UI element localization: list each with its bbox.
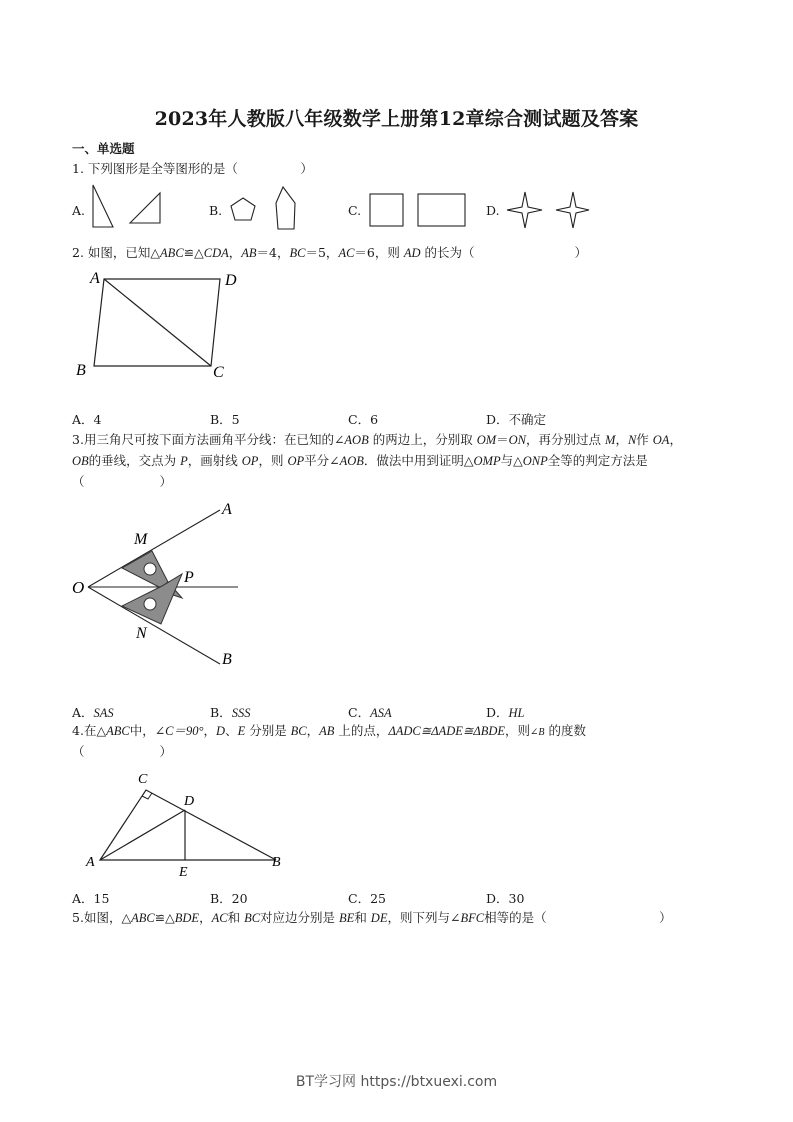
text: ，再分别过点 xyxy=(526,432,606,447)
var: OB xyxy=(72,454,89,468)
label-a: A xyxy=(90,270,100,287)
prefix: D． xyxy=(486,705,509,720)
label-o: O xyxy=(72,578,85,597)
text: 的两边上，分别取 xyxy=(368,432,477,447)
var: OA xyxy=(652,433,670,447)
text: ＝6，则 xyxy=(354,245,404,260)
option-4d[interactable]: D．30 xyxy=(486,891,525,906)
question-3-answer-blank: （ ） xyxy=(72,474,173,489)
text: 的垂线，交点为 xyxy=(88,453,181,468)
text: 对应边分别是 xyxy=(260,910,340,925)
text: 和 xyxy=(354,910,371,925)
text: ， xyxy=(615,432,628,447)
text: 的长为（ ） xyxy=(420,245,588,260)
two-right-triangles-figure xyxy=(90,183,170,228)
label-b: B xyxy=(272,855,281,870)
question-number: 1. xyxy=(72,161,84,176)
option-1a-label[interactable]: A. xyxy=(72,203,86,218)
var: △ABC xyxy=(96,724,130,738)
question-4-line-1 xyxy=(72,721,586,743)
text: ，画射线 xyxy=(187,453,242,468)
var: AC xyxy=(338,246,355,260)
text: 用三角尺可按下面方法画角平分线：在已知的∠ xyxy=(83,432,345,447)
value: SSS xyxy=(231,706,251,720)
var: P xyxy=(180,454,188,468)
text: ≌△ xyxy=(154,910,175,925)
question-1 xyxy=(72,159,313,179)
var: BFC xyxy=(460,911,485,925)
text: 平分∠ xyxy=(304,453,340,468)
question-3-line-1 xyxy=(72,430,682,450)
label-b: B xyxy=(76,362,86,379)
text: ，则 xyxy=(505,723,531,738)
label-p: P xyxy=(184,569,194,586)
var: ABC xyxy=(131,911,155,925)
text: ， xyxy=(306,723,320,738)
option-3c[interactable] xyxy=(348,703,392,721)
var: BC xyxy=(244,911,261,925)
label-m: M xyxy=(134,531,148,548)
label-d: D xyxy=(225,272,237,289)
label-a: A xyxy=(86,855,95,870)
var: N xyxy=(627,433,637,447)
footer-watermark: BT学习网 https://btxuexi.com xyxy=(295,1074,498,1090)
text: ， xyxy=(669,432,682,447)
text: 全等的判定方法是 xyxy=(547,453,648,468)
question-number: 5. xyxy=(72,910,84,925)
two-stars-figure xyxy=(505,190,595,230)
label-c: C xyxy=(138,772,148,787)
question-5 xyxy=(72,908,672,928)
var: E xyxy=(237,724,246,738)
text: 如图，△ xyxy=(83,910,132,925)
var: ONP xyxy=(522,454,548,468)
var: AB xyxy=(319,724,335,738)
var: DE xyxy=(370,911,388,925)
label-n: N xyxy=(136,625,147,642)
text: 和 xyxy=(227,910,245,925)
question-number: 4. xyxy=(72,723,84,738)
var: AC xyxy=(211,911,228,925)
var: AD xyxy=(403,246,421,260)
option-1d-label[interactable]: D. xyxy=(486,203,500,218)
var: ON xyxy=(508,433,527,447)
option-3d[interactable] xyxy=(486,703,525,721)
text: 与△ xyxy=(500,453,523,468)
text: 、 xyxy=(225,723,238,738)
text: ＝ xyxy=(496,432,509,447)
question-number: 2. xyxy=(72,245,84,260)
question-2 xyxy=(72,243,587,263)
text: 在 xyxy=(83,723,97,738)
label-d: D xyxy=(184,794,195,809)
text: ．做法中用到证明△ xyxy=(363,453,474,468)
square-and-rectangle-figure xyxy=(368,192,478,228)
var: BDE xyxy=(174,911,200,925)
var: ABC xyxy=(160,246,184,260)
var: M xyxy=(605,433,616,447)
text: 中， xyxy=(129,723,155,738)
var: BE xyxy=(339,911,355,925)
var: ∠B xyxy=(530,727,545,738)
var: AOB xyxy=(339,454,364,468)
question-number: 3. xyxy=(72,432,84,447)
question-4-answer-blank: （ ） xyxy=(72,744,173,759)
prefix: B． xyxy=(210,705,232,720)
option-1b-label[interactable]: B. xyxy=(209,203,223,218)
text: ≌△ xyxy=(183,245,204,260)
value: SAS xyxy=(93,706,114,720)
right-triangle-abc-figure xyxy=(80,768,290,878)
question-text: 下列图形是全等图形的是（ ） xyxy=(87,161,313,176)
label-b: B xyxy=(222,651,232,668)
value: ASA xyxy=(370,706,392,720)
text: ＝5， xyxy=(305,245,339,260)
text: 相等的是（ ） xyxy=(484,910,672,925)
option-1c-label[interactable]: C. xyxy=(348,203,362,218)
value: HL xyxy=(508,706,525,720)
option-2a[interactable]: A．4 xyxy=(72,412,102,427)
angle-bisector-set-squares-figure xyxy=(70,498,250,673)
var: AB xyxy=(241,246,257,260)
var: OM xyxy=(476,433,497,447)
text: 如图，已知△ xyxy=(87,245,161,260)
label-c: C xyxy=(213,364,224,381)
var: OP xyxy=(241,454,259,468)
option-4c[interactable]: C．25 xyxy=(348,891,386,906)
text: 分别是 xyxy=(245,723,291,738)
var: ΔADC≅ΔADE≅ΔBDE xyxy=(388,724,505,738)
option-2b[interactable]: B．5 xyxy=(210,412,240,427)
text: ，则 xyxy=(258,453,288,468)
two-pentagons-figure xyxy=(228,185,308,230)
prefix: C． xyxy=(348,705,371,720)
var: D xyxy=(216,724,226,738)
text: 的度数 xyxy=(544,723,586,738)
var: ∠C＝90° xyxy=(154,724,204,738)
option-4a[interactable]: A．15 xyxy=(72,891,110,906)
section-heading: 一、单选题 xyxy=(72,141,135,156)
text: ，则下列与∠ xyxy=(387,910,461,925)
page-title: 2023年人教版八年级数学上册第12章综合测试题及答案 xyxy=(154,108,639,130)
text: ＝4， xyxy=(256,245,290,260)
prefix: A． xyxy=(72,705,94,720)
label-e: E xyxy=(179,865,188,880)
option-3b[interactable] xyxy=(210,703,250,721)
var: CDA xyxy=(203,246,229,260)
text: 作 xyxy=(636,432,653,447)
text: 上的点， xyxy=(334,723,389,738)
label-a: A xyxy=(222,501,232,518)
option-2c[interactable]: C．6 xyxy=(348,412,379,427)
var: OP xyxy=(287,454,305,468)
option-3a[interactable] xyxy=(72,703,114,721)
var: BC xyxy=(289,246,306,260)
text: ， xyxy=(199,910,212,925)
option-2d[interactable]: D．不确定 xyxy=(486,412,547,427)
text: ， xyxy=(203,723,217,738)
option-4b[interactable]: B．20 xyxy=(210,891,248,906)
var: OMP xyxy=(473,454,501,468)
var: BC xyxy=(290,724,307,738)
var: AOB xyxy=(344,433,369,447)
parallelogram-abcd-figure xyxy=(70,268,260,383)
text: ， xyxy=(228,245,242,260)
question-3-line-2 xyxy=(72,451,648,471)
